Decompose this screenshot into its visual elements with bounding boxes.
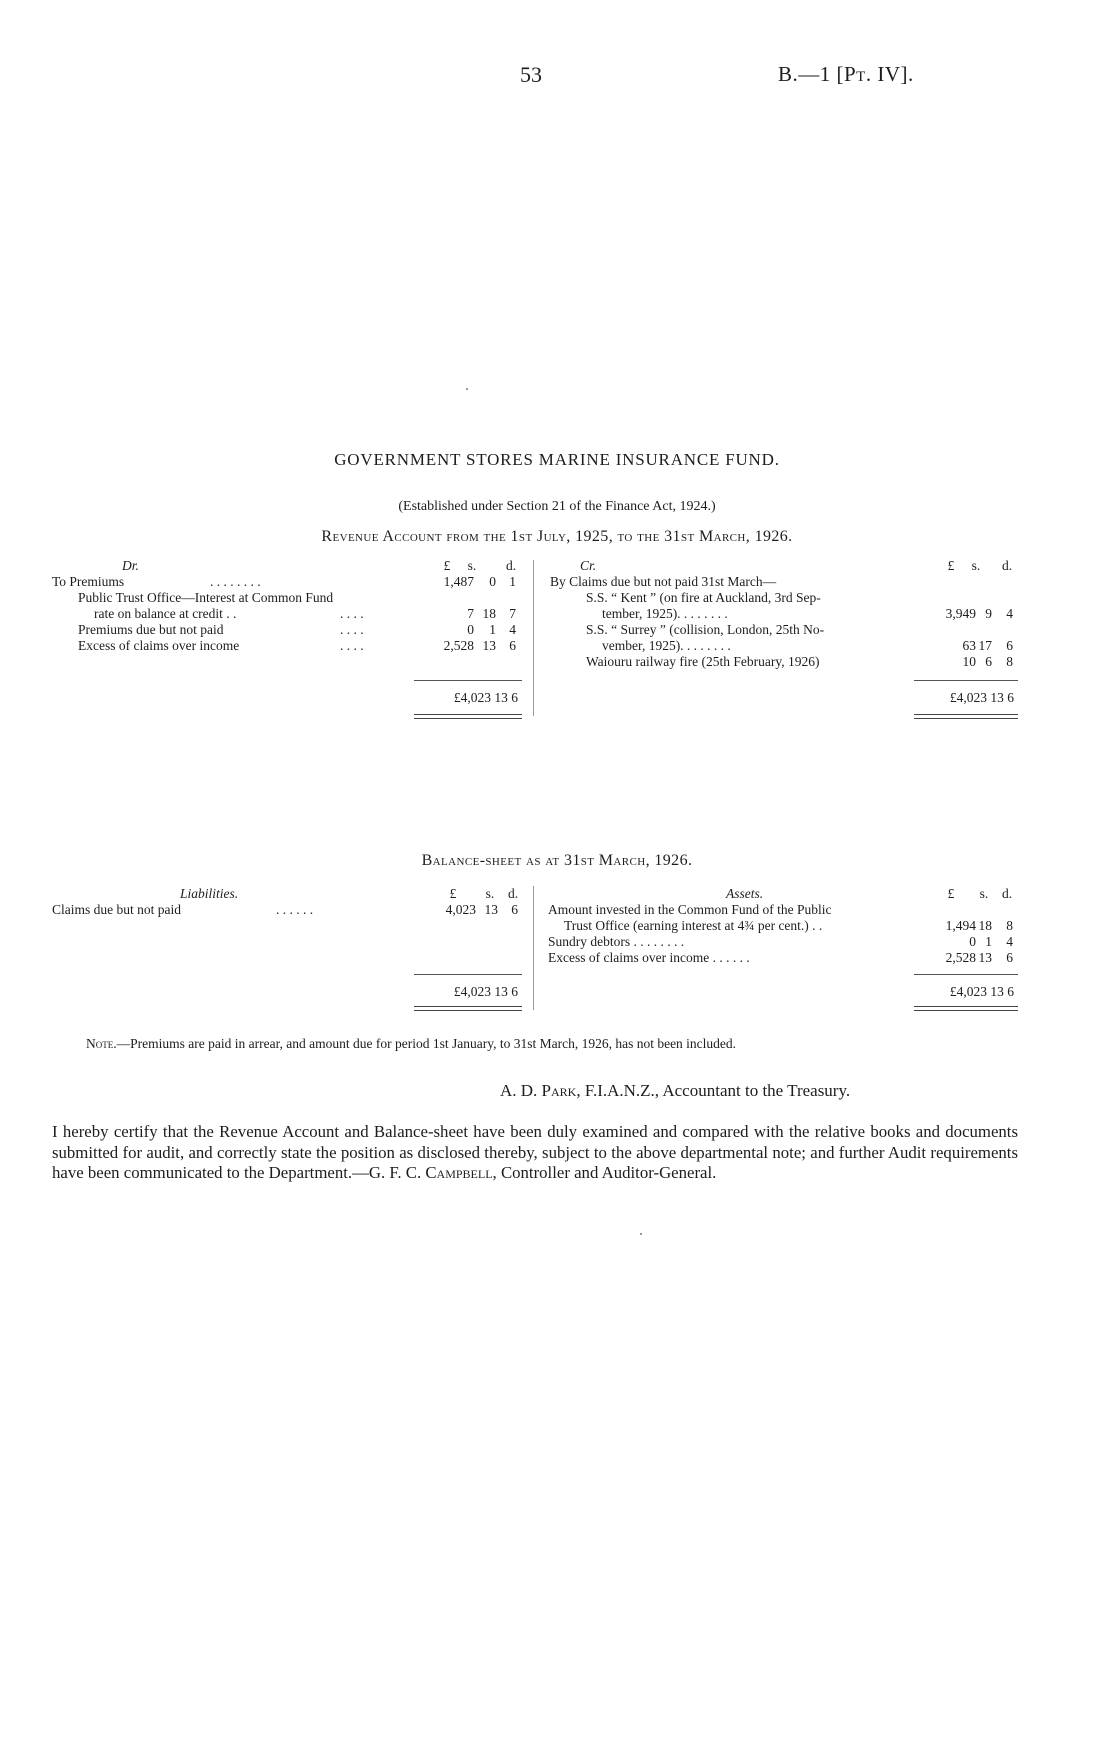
liabilities-total: £4,023 13 6 <box>453 984 518 999</box>
balance-sheet-heading: Balance-sheet as at 31st March, 1926. <box>421 852 693 869</box>
cr-total-double-rule <box>914 714 1018 719</box>
liabilities-sum-rule <box>414 974 522 975</box>
liabilities-total-double-rule <box>414 1006 522 1011</box>
dr-row-text: rate on balance at credit . . <box>94 606 237 621</box>
liability-row-pounds: 4,023 <box>445 902 476 917</box>
dr-row-text: To Premiums <box>52 574 125 589</box>
cr-row-shillings: 6 <box>985 654 992 669</box>
cr-row-text: S.S. “ Surrey ” (collision, London, 25th No- <box>586 622 825 637</box>
dr-label: Dr. <box>122 558 139 573</box>
stray-mark <box>466 388 468 390</box>
cr-row-pounds: 3,949 <box>945 606 976 621</box>
liab-col-pence: d. <box>507 886 519 901</box>
dr-row-leader: . . . . <box>340 622 364 637</box>
dr-row-pounds: 7 <box>467 606 474 621</box>
asset-row-pounds: 0 <box>969 934 976 949</box>
assets-col-pence: d. <box>1001 886 1013 901</box>
dr-row-pounds: 0 <box>467 622 474 637</box>
dr-row-shillings: 13 <box>482 638 496 653</box>
cr-row-text: S.S. “ Kent ” (on fire at Auckland, 3rd Sep- <box>586 590 821 605</box>
liabilities-label: Liabilities. <box>180 886 239 901</box>
cr-col-pence: d. <box>1001 558 1013 573</box>
cr-row-text: vember, 1925). . . . . . . . <box>602 638 731 653</box>
cr-col-pounds: £ <box>947 558 955 573</box>
asset-row-shillings: 1 <box>985 934 992 949</box>
stray-mark <box>640 1233 642 1235</box>
dr-row-shillings: 0 <box>489 574 496 589</box>
auditor-name: Campbell <box>425 1163 493 1182</box>
accountant-signature <box>500 1081 850 1101</box>
dr-row-pounds: 1,487 <box>443 574 474 589</box>
audit-certificate <box>52 1122 1018 1184</box>
note-prefix: Note. <box>86 1036 117 1051</box>
dr-row-pence: 1 <box>509 574 516 589</box>
liab-col-pounds: £ <box>449 886 457 901</box>
dr-row-text: Excess of claims over income <box>78 638 240 653</box>
asset-row-shillings: 13 <box>978 950 992 965</box>
dr-row-pence: 6 <box>509 638 516 653</box>
cr-sum-rule <box>914 680 1018 681</box>
asset-row-pounds: 2,528 <box>945 950 976 965</box>
cr-row-pounds: 10 <box>962 654 976 669</box>
asset-row-text: Sundry debtors . . . . . . . . <box>548 934 685 949</box>
dr-row-pence: 7 <box>509 606 516 621</box>
dr-row-leader: . . . . . . . . <box>210 574 261 589</box>
assets-sum-rule <box>914 974 1018 975</box>
dr-col-pence: d. <box>505 558 517 573</box>
balance-divider <box>533 886 534 1010</box>
dr-col-shillings: s. <box>467 558 477 573</box>
cr-row-shillings: 17 <box>978 638 992 653</box>
dr-row-pounds: 2,528 <box>443 638 474 653</box>
revenue-divider <box>533 560 534 716</box>
asset-row-text: Excess of claims over income . . . . . . <box>548 950 750 965</box>
cr-row-pounds: 63 <box>962 638 976 653</box>
cr-row-shillings: 9 <box>985 606 992 621</box>
assets-col-shillings: s. <box>979 886 989 901</box>
auditor-title: , Controller and Auditor-General. <box>492 1163 717 1182</box>
cr-row-pence: 8 <box>1006 654 1013 669</box>
note-paragraph <box>86 1036 736 1052</box>
cr-total: £4,023 13 6 <box>949 690 1014 705</box>
asset-row-pence: 4 <box>1006 934 1013 949</box>
page-number: 53 <box>520 62 542 87</box>
cr-label: Cr. <box>580 558 597 573</box>
dr-col-pounds: £ <box>443 558 451 573</box>
liability-row-pence: 6 <box>511 902 518 917</box>
cr-col-shillings: s. <box>971 558 981 573</box>
asset-row-text: Trust Office (earning interest at 4¾ per cent.) . . <box>564 918 823 933</box>
dr-row-text: Premiums due but not paid <box>78 622 224 637</box>
established-note: (Established under Section 21 of the Finance Act, 1924.) <box>398 499 716 514</box>
dr-total-double-rule <box>414 714 522 719</box>
liability-row-leader: . . . . . . <box>276 902 314 917</box>
asset-row-pence: 8 <box>1006 918 1013 933</box>
dr-sum-rule <box>414 680 522 681</box>
assets-total-double-rule <box>914 1006 1018 1011</box>
liability-row-text: Claims due but not paid <box>52 902 181 917</box>
revenue-account-heading: Revenue Account from the 1st July, 1925, to the 31st March, 1926. <box>321 528 793 545</box>
dr-row-text: Public Trust Office—Interest at Common Fund <box>78 590 334 605</box>
cr-row-pence: 6 <box>1006 638 1013 653</box>
asset-row-text: Amount invested in the Common Fund of the Public <box>548 902 832 917</box>
assets-label: Assets. <box>726 886 764 901</box>
cr-row-text: By Claims due but not paid 31st March— <box>550 574 777 589</box>
cr-row-text: tember, 1925). . . . . . . . <box>602 606 728 621</box>
fund-title: GOVERNMENT STORES MARINE INSURANCE FUND. <box>334 450 780 469</box>
asset-row-pence: 6 <box>1006 950 1013 965</box>
dr-row-leader: . . . . <box>340 606 364 621</box>
dr-row-leader: . . . . <box>340 638 364 653</box>
cr-row-text: Waiouru railway fire (25th February, 1926) <box>586 654 820 669</box>
liab-col-shillings: s. <box>485 886 495 901</box>
note-text: —Premiums are paid in arrear, and amount due for period 1st January, to 31st March, 1926, has not been included. <box>116 1036 737 1051</box>
dr-row-shillings: 18 <box>482 606 496 621</box>
assets-col-pounds: £ <box>947 886 955 901</box>
cr-row-pence: 4 <box>1006 606 1013 621</box>
dr-total: £4,023 13 6 <box>453 690 518 705</box>
assets-total: £4,023 13 6 <box>949 984 1014 999</box>
document-reference: B.—1 [Pt. IV]. <box>778 62 914 86</box>
accountant-title: , F.I.A.N.Z., Accountant to the Treasury. <box>576 1081 851 1100</box>
certificate-text: I hereby certify that the Revenue Account and Balance-sheet have been duly examined and compared with the relative books and documents submitted for audit, and correctly state the position as disclosed thereby, subject to the above departmental note; and further Audit requirements have been communicated to the Department.—G. F. C. <box>52 1122 1018 1182</box>
dr-row-pence: 4 <box>509 622 516 637</box>
liability-row-shillings: 13 <box>484 902 498 917</box>
dr-row-shillings: 1 <box>489 622 496 637</box>
asset-row-pounds: 1,494 <box>945 918 976 933</box>
accountant-name: A. D. Park <box>500 1081 577 1100</box>
asset-row-shillings: 18 <box>978 918 992 933</box>
